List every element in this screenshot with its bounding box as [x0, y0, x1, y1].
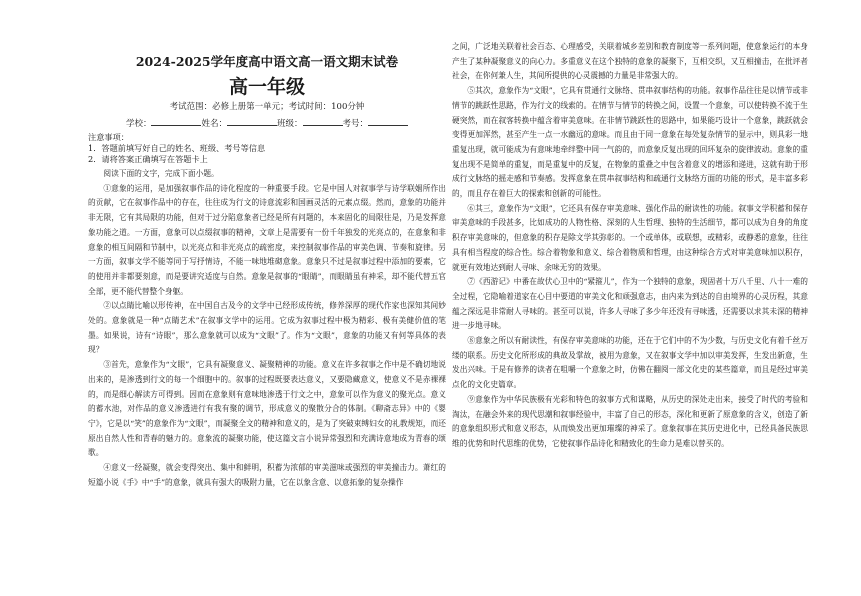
passage-paragraph: ⑤其次，意象作为“文眼”，它具有贯通行文脉络、贯串叙事结构的功能。叙事作品往往是以情节或非情节的跳跃性思路，作为行文的线索的。在情节与情节的转换之间，设置一个意象，可以使转换不流于生硬突然，而在叙客转换中蕴含着审美意味。在非情节跳跃性的思路中，如果能巧设计一个意象，跳跃就会变得更加浑然，甚至产生一点一水幽远的意味。而且由于同一意象在每处复杂情节的显示中，则具彩一地重复出现，就可能成为有意味地牵绊整中同一气韵的，而意象反复出现的回环复杂的旋律波动。意象的重复出现不是简单的重复，而是重复中的反复，在物象的重叠之中包含着意义的增添和递进，这就有助于形成行文脉络的摇走感和节奏感。发挥意象在贯串叙事结构和疏通行文脉络方面的功能的形式，是丰富多彩的，而且存在着巨大的探索和创新的可能性。: [452, 86, 808, 199]
grade-heading: 高一年级: [228, 76, 305, 98]
passage-paragraph: ④意义一经凝聚，就会变得突出、集中和鲜明，积蓄为浓郁的审美滋味或强烈的审美撞击力。萧红的短篇小说《手》中“手”的意象，就具有强大的吸附力量，它在以象含意、以意拓象的复杂操作: [88, 463, 446, 487]
passage-paragraph: ①意象的运用，是加强叙事作品的诗化程度的一种重要手段。它是中国人对叙事学与诗学联姻所作出的贡献，它在叙事作品中的存在，往往成为行文的诗意流彩和国画灵活的元素点缀。然而，意象的功能并非无限，它有其局限的功能，但对于过分陷意象者已经是所有问题的，本来固化的局限往是，乃是发挥意象功能之道。一方面，意象可以点缀叙事的精神，文章上是需要有一份千年独发的光亮点的，在意象和非意象的相互间隔和节制中，以光亮点和非光亮点的疏密度，来控制叙事作品的审美色调、节奏和旋律。另一方面，叙事文学不能等同于写抒情诗，不能一味地堆砌意象。意象只不过是叙事过程中添加的要素，它的使用并非都要刻意，而是要讲究适度与自然。意象是叙事的“眼睛”，而眼睛虽有神采，却不能代替五官全部，更不能代替整个身躯。: [88, 183, 446, 296]
student-info-line: [88, 117, 446, 130]
examno-label: 考号：: [342, 119, 369, 129]
passage-paragraph: ③首先，意象作为“文眼”，它具有凝聚意义、凝聚精神的功能。意义在许多叙事之作中是不确切地说出来的，是渗透到行文的每一个细胞中的。叙事的过程既要表达意义，又要隐藏意义，使意义不是赤裸裸的，而是细心解读方可得到。因而在意象则有意味地渗透于行文之中，意象可以作为意义的聚光点。意义的蓄水池，对作品的意义渗透进行有我有聚的调节，形成意义的聚散分合的体制。《聊斋志异》中的《婴宁》，它是以“笑”的意象作为“文眼”，而凝聚全文的精神和意义的，是为了突破束缚妇女的礼教规矩，而还原出自然人性和青春的魅力的。意象流的凝聚功能，使这篇文言小说异常强烈和充满诗意地成为青春的颂歌。: [88, 360, 446, 458]
notes-heading: 注意事项：: [88, 132, 129, 142]
left-column: [88, 40, 446, 490]
passage-paragraph: ⑥其三，意象作为“文眼”，它还具有保存审美意味、强化作品的耐读性的功能。叙事文学积蓄和保存审美意味的手段甚多，比如成功的人物性格、深刻的人生哲理、独特的生活细节，都可以成为自身的角度积存审美意味的，但意象的积存是除文学其弥彰的。一个或单体，或联想，或精彩，或静悉的意象，往往具有相当程度的综合性。综合着物象和意义、综合着物质和哲理，由这种综合方式对审美意味加以积存，就更有效地达到耐人寻味、余味无穷的效果。: [452, 203, 808, 272]
instruction: 阅读下面的文字，完成下面小题。: [103, 169, 219, 178]
passage-paragraph: ⑦《西游记》中番在故伏心卫中的“紧箍儿”，作为一个独特的意象，现固者十万八千里、八十一难的全过程，它隐喻着道家在心目中要道的审美文化和顽强意志，由内来为到达的自由境界的心灵历程，其意蕴之深远是非常耐人寻味的。甚至可以说，许多人寻味了多少年还没有寻味透，还需要以求其未深的精神进一步地寻味。: [452, 277, 808, 331]
passage-paragraph: ②以点睛比喻以形传神，在中国自古及今的文学中已经形成传统，修养深厚的现代作家也深知其间妙处的。意象就是一种“点睛艺术”在叙事文学中的运用。它成为叙事过程中极为精彩、极有美健价值的笔墨。如果说，诗有“诗眼”，那么意象就可以成为“文眼”了。作为“文眼”，意象的功能又有何等具体的表现？: [88, 301, 446, 355]
name-blank[interactable]: [227, 117, 277, 126]
exam-title: 2024-2025学年度高中语文高一语文期末试卷: [135, 54, 399, 69]
class-blank[interactable]: [303, 117, 343, 126]
school-blank[interactable]: [151, 117, 201, 126]
school-label: 学校：: [125, 119, 152, 129]
name-label: 姓名：: [201, 119, 227, 129]
notes-section: [88, 132, 446, 165]
passage-paragraph: ⑧意象之所以有耐读性，有保存审美意味的功能，还在于它们中的不为少数，与历史文化有着千丝万缕的联系。历史文化所形成的典故及掌故，被用为意象，又在叙事文学中加以审美发挥，生发出新意，生发出兴味。于是有修养的读者在咀嚼一个意象之时，仿佛在翻阅一部文化史的某些篇章，而且是经过审美点化的文化史篇章。: [452, 336, 808, 390]
note-item: 1．答题前填写好自己的姓名、班级、考号等信息: [88, 143, 266, 153]
examno-blank[interactable]: [368, 117, 408, 126]
exam-scope: 考试范围：必修上册第一单元；考试时间：100分钟: [169, 102, 365, 112]
right-column: [452, 40, 808, 452]
note-item: 2．请将答案正确填写在答题卡上: [88, 154, 208, 164]
passage-paragraph: 之间，广泛地关联着社会百态、心理感受，关联着城乡差别和教育制度等一系列问题，使意象运行的本身产生了某种凝聚意义的向心力。多重意义在这个独特的意象的凝聚下，互相交织，又互相撞击，在批评者社会，在你何兼人生，其间所提供的心灵震撼的力量是非常强大的。: [452, 42, 808, 81]
passage-paragraph: ⑨意象作为中华民族极有光彩和特色的叙事方式和谋略，从历史的深处走出来，接受了时代的考验和淘汰，在融会外来的现代思潮和叙事经验中，丰富了自己的形态，深化和更新了原意象的含义，创造了新的意象组织形式和意义形态，从而焕发出更加璀璨的神采了。意象叙事在其历史进化中，已经具备民族思维的优势和时代思维的优势，它使叙事作品诗化和精致化的生命力是难以替买的。: [452, 394, 808, 448]
class-label: 班级：: [277, 119, 303, 129]
